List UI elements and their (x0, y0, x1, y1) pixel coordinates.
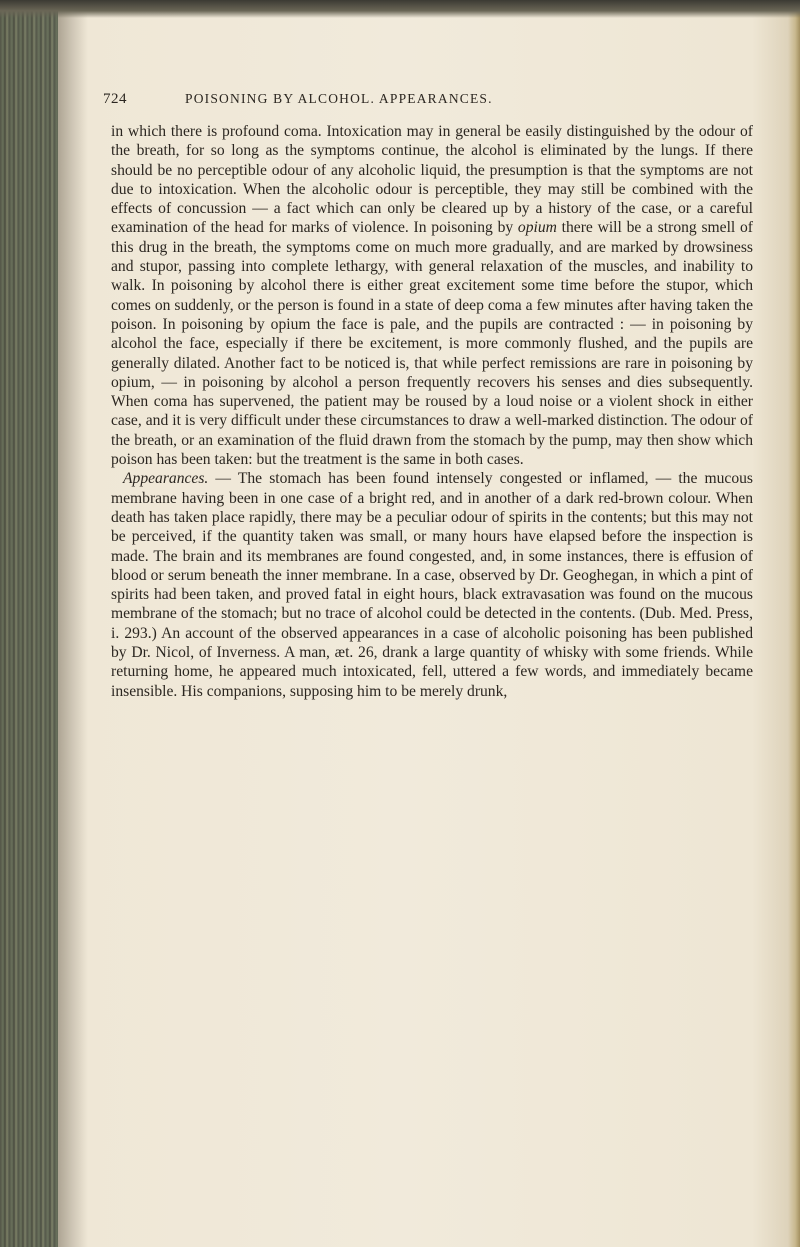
paragraph-2-text: — The stomach has been found intensely congested or inflamed, — the mucous membrane having been in one case of a bright red, and in another of a dark red-brown colour. When death has taken place rapidly, there may be a peculiar odour of spirits in the contents; but this may not be perceived, if the quantity taken was small, or many hours have elapsed before the inspection is made. The brain and its membranes are found congested, and, in some instances, there is effusion of blood or serum beneath the inner membrane. In a case, observed by Dr. Geoghegan, in which a pint of spirits had been taken, and proved fatal in eight hours, black extravasation was found on the mucous membrane of the stomach; but no trace of alcohol could be detected in the contents. (Dub. Med. Press, i. 293.) An account of the observed appearances in a case of alcoholic poisoning has been published by Dr. Nicol, of Inverness. A man, æt. 26, drank a large quantity of whisky with some friends. While returning home, he appeared much intoxicated, fell, uttered a few words, and immediately became insensible. His companions, supposing him to be merely drunk, (111, 470, 753, 700)
paragraph-1 (111, 122, 753, 469)
page-top-edge (0, 0, 800, 18)
paragraph-1-text-b: there will be a strong smell of this drug in the breath, the symptoms come on much more gradually, and are marked by drowsiness and stupor, passing into complete lethargy, with general relaxation of the muscles, and inability to walk. In poisoning by alcohol there is either great excitement some time before the stupor, which comes on suddenly, or the person is found in a state of deep coma a few minutes after having taken the poison. In poisoning by opium the face is pale, and the pupils are contracted : — in poisoning by alcohol the face, especially if there be excitement, is more commonly flushed, and the pupils are generally dilated. Another fact to be noticed is, that while perfect remissions are rare in poisoning by opium, — in poisoning by alcohol a person frequently recovers his senses and dies subsequently. When coma has supervened, the patient may be roused by a loud noise or a violent shock in either case, and it is very difficult under these circumstances to draw a well-marked distinction. The odour of the breath, or an examination of the fluid drawn from the stomach by the pump, may then show which poison has been taken: but the treatment is the same in both cases. (111, 219, 753, 469)
page-header (103, 91, 753, 113)
opium-emphasis: opium (517, 219, 557, 237)
page-right-edge (788, 0, 800, 1247)
appearances-heading: Appearances. (123, 470, 209, 488)
page-number: 724 (103, 91, 127, 107)
running-head: POISONING BY ALCOHOL. APPEARANCES. (185, 91, 493, 106)
paragraph-2 (111, 469, 753, 701)
body-text (111, 122, 753, 701)
paragraph-1-text-a: in which there is profound coma. Intoxication may in general be easily distinguished by the odour of the breath, for so long as the symptoms continue, the alcohol is eliminated by the lungs. If there should be no perceptible odour of any alcoholic liquid, the presumption is that the symptoms are not due to intoxication. When the alcoholic odour is perceptible, they may still be combined with the effects of concussion — a fact which can only be cleared up by a history of the case, or a careful examination of the head for marks of violence. In poisoning by (111, 123, 753, 237)
gutter-shadow (58, 0, 88, 1247)
book-binding-gutter (0, 0, 58, 1247)
